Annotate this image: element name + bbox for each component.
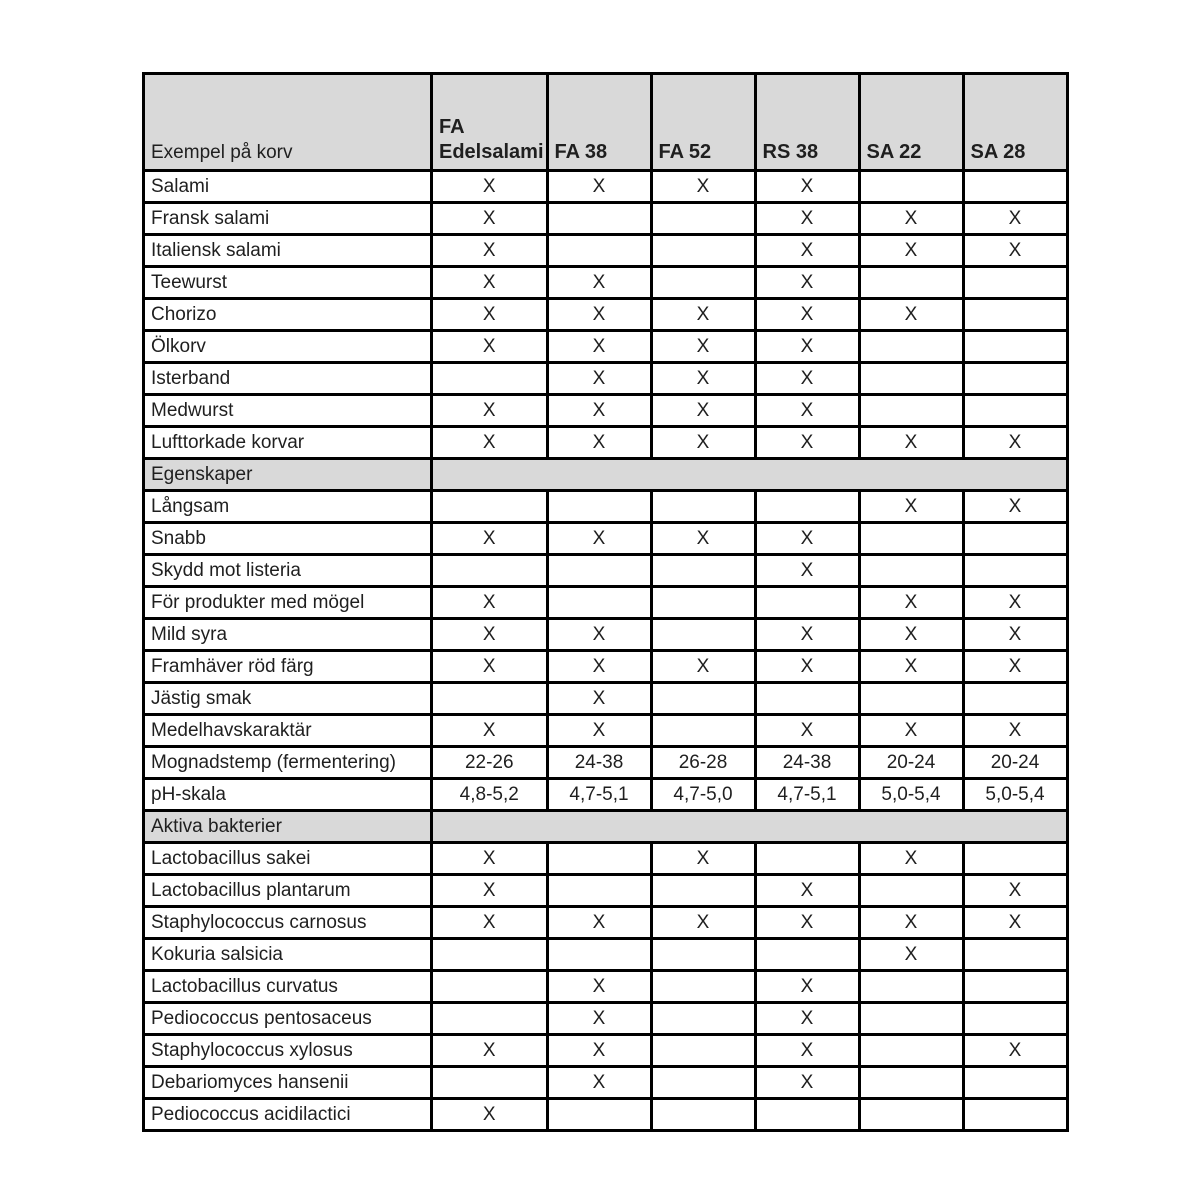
- table-cell: [963, 939, 1067, 971]
- table-cell: X: [432, 331, 548, 363]
- section-title: Egenskaper: [144, 459, 432, 491]
- table-cell: X: [859, 651, 963, 683]
- table-cell: X: [547, 619, 651, 651]
- table-cell: [963, 1003, 1067, 1035]
- row-label: För produkter med mögel: [144, 587, 432, 619]
- table-cell: 20-24: [963, 747, 1067, 779]
- table-cell: [963, 363, 1067, 395]
- table-cell: [651, 715, 755, 747]
- table-cell: X: [963, 587, 1067, 619]
- table-cell: [963, 843, 1067, 875]
- table-row-lactobacillus-curvatus: [144, 971, 1068, 1003]
- column-header-rs-38: RS 38: [755, 74, 859, 171]
- table-cell: 22-26: [432, 747, 548, 779]
- row-label: Lactobacillus plantarum: [144, 875, 432, 907]
- row-label: Medwurst: [144, 395, 432, 427]
- table-cell: X: [859, 619, 963, 651]
- table-cell: [963, 299, 1067, 331]
- table-cell: [547, 843, 651, 875]
- table-cell: X: [963, 715, 1067, 747]
- section-title: Aktiva bakterier: [144, 811, 432, 843]
- table-cell: X: [432, 171, 548, 203]
- table-cell: X: [755, 875, 859, 907]
- table-cell: [859, 1035, 963, 1067]
- row-label: Staphylococcus carnosus: [144, 907, 432, 939]
- table-row-pediococcus-pentosaceus: [144, 1003, 1068, 1035]
- table-cell: 24-38: [547, 747, 651, 779]
- table-cell: X: [859, 587, 963, 619]
- table-cell: X: [651, 363, 755, 395]
- table-cell: [547, 939, 651, 971]
- table-cell: X: [963, 427, 1067, 459]
- table-cell: X: [755, 331, 859, 363]
- table-row-medelhavskarakt-r: [144, 715, 1068, 747]
- table-cell: [651, 619, 755, 651]
- column-header-sa-28: SA 28: [963, 74, 1067, 171]
- table-row-chorizo: [144, 299, 1068, 331]
- table-cell: [963, 395, 1067, 427]
- table-cell: X: [432, 907, 548, 939]
- row-label: Lactobacillus sakei: [144, 843, 432, 875]
- table-cell: X: [755, 267, 859, 299]
- table-cell: X: [547, 523, 651, 555]
- table-row-isterband: [144, 363, 1068, 395]
- table-cell: X: [432, 587, 548, 619]
- table-cell: [963, 171, 1067, 203]
- row-label: Debariomyces hansenii: [144, 1067, 432, 1099]
- column-header-fa-edelsalami: FA Edelsalami: [432, 74, 548, 171]
- table-cell: [547, 1099, 651, 1131]
- table-row-pediococcus-acidilactici: [144, 1099, 1068, 1131]
- table-cell: X: [432, 715, 548, 747]
- table-cell: X: [755, 619, 859, 651]
- table-row-lkorv: [144, 331, 1068, 363]
- table-cell: [651, 971, 755, 1003]
- header-row: [144, 74, 1068, 171]
- table-cell: 26-28: [651, 747, 755, 779]
- table-cell: X: [651, 843, 755, 875]
- section-row-aktiva-bakterier: [144, 811, 1068, 843]
- table-cell: X: [547, 427, 651, 459]
- table-cell: [755, 587, 859, 619]
- table-cell: 4,7-5,1: [547, 779, 651, 811]
- row-label: Teewurst: [144, 267, 432, 299]
- row-label: Långsam: [144, 491, 432, 523]
- table-cell: X: [755, 651, 859, 683]
- row-label: Lufttorkade korvar: [144, 427, 432, 459]
- table-cell: [651, 235, 755, 267]
- table-cell: X: [651, 171, 755, 203]
- table-cell: X: [755, 363, 859, 395]
- table-cell: X: [651, 395, 755, 427]
- table-cell: X: [963, 203, 1067, 235]
- table-cell: 4,8-5,2: [432, 779, 548, 811]
- table-cell: [547, 875, 651, 907]
- table-cell: [755, 1099, 859, 1131]
- table-cell: X: [755, 427, 859, 459]
- table-cell: X: [859, 843, 963, 875]
- table-cell: X: [432, 843, 548, 875]
- table-cell: X: [755, 171, 859, 203]
- row-label: Isterband: [144, 363, 432, 395]
- table-cell: [755, 683, 859, 715]
- table-cell: [859, 555, 963, 587]
- table-cell: [755, 843, 859, 875]
- table-cell: [963, 267, 1067, 299]
- table-cell: X: [859, 299, 963, 331]
- table-cell: X: [432, 1035, 548, 1067]
- table-cell: X: [432, 427, 548, 459]
- table-cell: [963, 555, 1067, 587]
- table-row-teewurst: [144, 267, 1068, 299]
- section-row-egenskaper: [144, 459, 1068, 491]
- table-cell: 24-38: [755, 747, 859, 779]
- table-cell: 4,7-5,1: [755, 779, 859, 811]
- table-body: [144, 171, 1068, 1131]
- table-cell: X: [755, 523, 859, 555]
- table-cell: [755, 939, 859, 971]
- table-cell: X: [432, 651, 548, 683]
- column-header-fa-52: FA 52: [651, 74, 755, 171]
- table-cell: [859, 683, 963, 715]
- row-label: Lactobacillus curvatus: [144, 971, 432, 1003]
- table-cell: X: [547, 971, 651, 1003]
- sausage-culture-table: [142, 72, 1069, 1132]
- table-cell: [859, 331, 963, 363]
- table-cell: X: [432, 395, 548, 427]
- table-cell: [859, 1003, 963, 1035]
- table-cell: X: [963, 907, 1067, 939]
- table-row-staphylococcus-xylosus: [144, 1035, 1068, 1067]
- table-cell: X: [963, 1035, 1067, 1067]
- table-cell: X: [547, 651, 651, 683]
- table-cell: [432, 555, 548, 587]
- table-cell: [547, 203, 651, 235]
- table-cell: [547, 235, 651, 267]
- table-row-staphylococcus-carnosus: [144, 907, 1068, 939]
- table-row-framh-ver-r-d-f-rg: [144, 651, 1068, 683]
- table-cell: X: [755, 395, 859, 427]
- table-cell: X: [547, 715, 651, 747]
- section-merged-cell: [432, 811, 1068, 843]
- table-cell: [859, 363, 963, 395]
- table-cell: [651, 203, 755, 235]
- table-cell: X: [547, 331, 651, 363]
- table-cell: X: [963, 491, 1067, 523]
- table-cell: X: [859, 235, 963, 267]
- table-cell: 5,0-5,4: [859, 779, 963, 811]
- table-cell: 4,7-5,0: [651, 779, 755, 811]
- table-cell: [651, 587, 755, 619]
- table-cell: X: [859, 491, 963, 523]
- table-cell: X: [432, 523, 548, 555]
- table-cell: [859, 1099, 963, 1131]
- table-cell: X: [432, 267, 548, 299]
- table-cell: [547, 587, 651, 619]
- table-row-skydd-mot-listeria: [144, 555, 1068, 587]
- table-cell: X: [651, 651, 755, 683]
- table-cell: [432, 683, 548, 715]
- table-cell: [963, 971, 1067, 1003]
- table-cell: [651, 1067, 755, 1099]
- table-cell: [432, 971, 548, 1003]
- table-row-l-ngsam: [144, 491, 1068, 523]
- table-cell: [651, 1099, 755, 1131]
- table-row-lufttorkade-korvar: [144, 427, 1068, 459]
- table-cell: [859, 971, 963, 1003]
- table-cell: [651, 875, 755, 907]
- table-cell: X: [432, 299, 548, 331]
- table-cell: X: [432, 619, 548, 651]
- table-cell: X: [651, 299, 755, 331]
- table-row-fransk-salami: [144, 203, 1068, 235]
- table-cell: [963, 331, 1067, 363]
- table-cell: [859, 267, 963, 299]
- table-cell: X: [651, 427, 755, 459]
- row-label: pH-skala: [144, 779, 432, 811]
- table-row-italiensk-salami: [144, 235, 1068, 267]
- table-cell: X: [755, 715, 859, 747]
- row-label: Mild syra: [144, 619, 432, 651]
- table-cell: [963, 683, 1067, 715]
- table-cell: [963, 523, 1067, 555]
- table-cell: X: [651, 523, 755, 555]
- table-cell: X: [755, 1035, 859, 1067]
- table-row-lactobacillus-plantarum: [144, 875, 1068, 907]
- table-cell: X: [755, 555, 859, 587]
- table-cell: X: [432, 203, 548, 235]
- row-label: Medelhavskaraktär: [144, 715, 432, 747]
- table-row-mognadstemp-fermentering: [144, 747, 1068, 779]
- row-label: Staphylococcus xylosus: [144, 1035, 432, 1067]
- table-cell: X: [755, 907, 859, 939]
- table-cell: X: [859, 203, 963, 235]
- table-cell: [651, 683, 755, 715]
- table-cell: [547, 555, 651, 587]
- table-row-debariomyces-hansenii: [144, 1067, 1068, 1099]
- row-label: Pediococcus pentosaceus: [144, 1003, 432, 1035]
- table-row-kokuria-salsicia: [144, 939, 1068, 971]
- table-cell: X: [432, 1099, 548, 1131]
- table-cell: X: [755, 235, 859, 267]
- table-row-f-r-produkter-med-m-gel: [144, 587, 1068, 619]
- table-cell: [651, 1035, 755, 1067]
- table-cell: X: [547, 907, 651, 939]
- row-label: Pediococcus acidilactici: [144, 1099, 432, 1131]
- table-cell: X: [755, 1003, 859, 1035]
- row-label: Chorizo: [144, 299, 432, 331]
- row-label: Snabb: [144, 523, 432, 555]
- table-row-ph-skala: [144, 779, 1068, 811]
- table-cell: X: [547, 1035, 651, 1067]
- table-cell: 5,0-5,4: [963, 779, 1067, 811]
- table-cell: X: [547, 267, 651, 299]
- table-row-mild-syra: [144, 619, 1068, 651]
- row-label: Italiensk salami: [144, 235, 432, 267]
- table-cell: X: [547, 395, 651, 427]
- table-cell: X: [651, 907, 755, 939]
- table-cell: 20-24: [859, 747, 963, 779]
- table-row-salami: [144, 171, 1068, 203]
- table-cell: X: [755, 203, 859, 235]
- table-cell: [651, 267, 755, 299]
- table-row-j-stig-smak: [144, 683, 1068, 715]
- table-row-snabb: [144, 523, 1068, 555]
- table-cell: [859, 395, 963, 427]
- table-cell: X: [859, 427, 963, 459]
- table-cell: [432, 363, 548, 395]
- table-cell: X: [755, 971, 859, 1003]
- table-cell: X: [963, 875, 1067, 907]
- table-cell: X: [432, 235, 548, 267]
- column-header-fa-38: FA 38: [547, 74, 651, 171]
- table-cell: X: [547, 363, 651, 395]
- table-cell: [547, 491, 651, 523]
- table-cell: X: [547, 299, 651, 331]
- table-cell: [651, 1003, 755, 1035]
- row-label: Fransk salami: [144, 203, 432, 235]
- table-cell: [432, 939, 548, 971]
- table-cell: X: [963, 235, 1067, 267]
- table-cell: [755, 491, 859, 523]
- table-row-medwurst: [144, 395, 1068, 427]
- row-label: Skydd mot listeria: [144, 555, 432, 587]
- table-cell: X: [651, 331, 755, 363]
- table-cell: X: [547, 683, 651, 715]
- table-cell: [651, 939, 755, 971]
- table-cell: X: [859, 715, 963, 747]
- table-cell: [651, 491, 755, 523]
- corner-header-exempel-pa-korv: Exempel på korv: [144, 74, 432, 171]
- row-label: Salami: [144, 171, 432, 203]
- table-cell: X: [755, 1067, 859, 1099]
- section-merged-cell: [432, 459, 1068, 491]
- row-label: Framhäver röd färg: [144, 651, 432, 683]
- row-label: Jästig smak: [144, 683, 432, 715]
- table-cell: X: [755, 299, 859, 331]
- table-cell: [859, 1067, 963, 1099]
- table-cell: X: [547, 1003, 651, 1035]
- table-cell: X: [859, 939, 963, 971]
- table-cell: [432, 1003, 548, 1035]
- table-cell: [859, 523, 963, 555]
- table-cell: X: [432, 875, 548, 907]
- table-cell: [651, 555, 755, 587]
- table-cell: X: [963, 651, 1067, 683]
- table-cell: X: [963, 619, 1067, 651]
- table-cell: X: [859, 907, 963, 939]
- table-cell: [963, 1067, 1067, 1099]
- column-header-sa-22: SA 22: [859, 74, 963, 171]
- table-cell: X: [547, 171, 651, 203]
- row-label: Ölkorv: [144, 331, 432, 363]
- table-cell: [432, 1067, 548, 1099]
- table-cell: [432, 491, 548, 523]
- table-cell: [963, 1099, 1067, 1131]
- table-cell: [859, 875, 963, 907]
- table-cell: X: [547, 1067, 651, 1099]
- table-row-lactobacillus-sakei: [144, 843, 1068, 875]
- row-label: Mognadstemp (fermentering): [144, 747, 432, 779]
- table-cell: [859, 171, 963, 203]
- row-label: Kokuria salsicia: [144, 939, 432, 971]
